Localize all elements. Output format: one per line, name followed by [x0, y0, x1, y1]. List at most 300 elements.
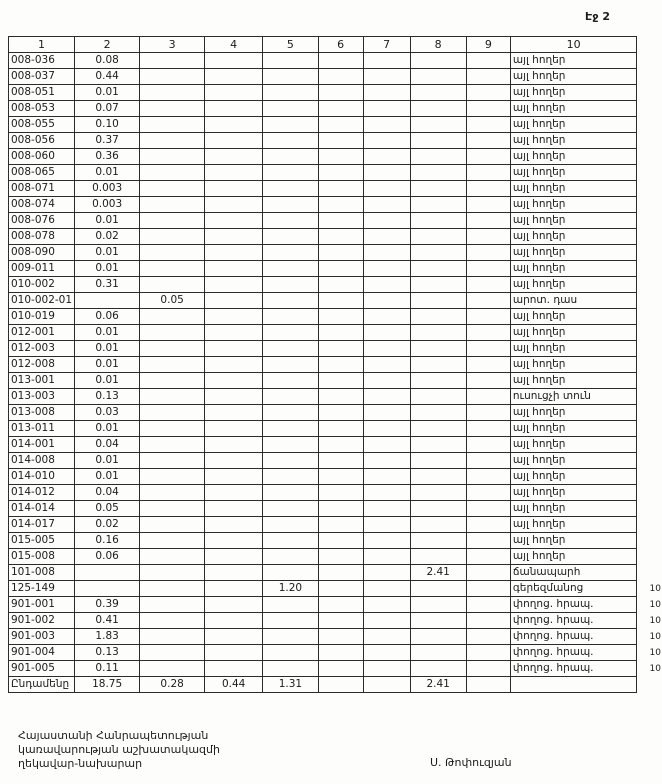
margin-note	[637, 309, 662, 325]
margin-note	[637, 405, 662, 421]
table-cell	[205, 309, 263, 325]
table-cell	[263, 597, 318, 613]
table-cell	[363, 613, 410, 629]
table-cell	[205, 293, 263, 309]
table-cell	[510, 677, 637, 693]
table-cell: փողոց. հրապ.	[510, 661, 637, 677]
table-cell	[263, 325, 318, 341]
table-cell	[466, 309, 510, 325]
table-cell	[363, 677, 410, 693]
margin-note	[637, 453, 662, 469]
table-cell	[363, 277, 410, 293]
table-cell	[466, 149, 510, 165]
margin-note	[637, 421, 662, 437]
table-cell: այլ հողեր	[510, 325, 637, 341]
table-cell	[363, 149, 410, 165]
table-cell	[263, 261, 318, 277]
table-cell	[140, 149, 205, 165]
table-cell: 0.01	[75, 245, 140, 261]
table-cell: 0.10	[75, 117, 140, 133]
table-cell	[75, 293, 140, 309]
margin-note	[637, 181, 662, 197]
table-cell	[318, 85, 363, 101]
table-cell	[263, 517, 318, 533]
table-cell	[140, 229, 205, 245]
table-cell	[363, 645, 410, 661]
table-cell	[466, 165, 510, 181]
table-cell	[263, 421, 318, 437]
table-cell: 18.75	[75, 677, 140, 693]
table-row	[9, 133, 662, 149]
table-cell	[466, 677, 510, 693]
table-cell: 012-008	[9, 357, 75, 373]
table-cell	[363, 405, 410, 421]
table-cell	[363, 469, 410, 485]
margin-note	[637, 245, 662, 261]
table-cell: 008-074	[9, 197, 75, 213]
table-cell: 0.05	[140, 293, 205, 309]
table-cell	[410, 341, 466, 357]
table-cell	[363, 517, 410, 533]
table-cell	[466, 357, 510, 373]
table-cell	[140, 421, 205, 437]
table-cell: 014-014	[9, 501, 75, 517]
table-cell	[205, 581, 263, 597]
table-cell	[263, 101, 318, 117]
table-cell: 008-076	[9, 213, 75, 229]
margin-note: 10	[649, 663, 661, 674]
table-cell	[263, 341, 318, 357]
table-cell	[318, 117, 363, 133]
margin-note	[637, 117, 662, 133]
table-cell: այլ հողեր	[510, 469, 637, 485]
table-cell	[263, 165, 318, 181]
table-cell	[410, 245, 466, 261]
table-cell: 0.06	[75, 309, 140, 325]
table-cell	[140, 661, 205, 677]
table-cell: այլ հողեր	[510, 373, 637, 389]
table-cell: 008-055	[9, 117, 75, 133]
table-cell	[205, 421, 263, 437]
table-cell	[363, 629, 410, 645]
table-cell	[466, 453, 510, 469]
table-cell: 008-053	[9, 101, 75, 117]
table-cell	[410, 501, 466, 517]
table-cell: 010-002-01	[9, 293, 75, 309]
table-cell	[410, 517, 466, 533]
table-cell: այլ հողեր	[510, 485, 637, 501]
table-cell	[318, 261, 363, 277]
table-cell	[318, 661, 363, 677]
table-cell	[363, 309, 410, 325]
table-cell	[318, 421, 363, 437]
table-cell: 0.01	[75, 373, 140, 389]
table-cell	[205, 549, 263, 565]
table-cell	[263, 565, 318, 581]
margin-note	[637, 501, 662, 517]
table-cell	[466, 69, 510, 85]
table-cell: 0.37	[75, 133, 140, 149]
table-cell	[363, 341, 410, 357]
table-cell: այլ հողեր	[510, 117, 637, 133]
table-cell: 0.01	[75, 261, 140, 277]
table-cell	[263, 69, 318, 85]
table-cell	[140, 645, 205, 661]
table-cell: 013-008	[9, 405, 75, 421]
table-cell	[140, 597, 205, 613]
table-row	[9, 421, 662, 437]
table-cell	[363, 69, 410, 85]
table-cell: 0.03	[75, 405, 140, 421]
table-cell: 008-037	[9, 69, 75, 85]
table-cell	[205, 389, 263, 405]
table-cell	[318, 245, 363, 261]
table-cell	[466, 229, 510, 245]
table-cell	[318, 101, 363, 117]
table-cell: 013-003	[9, 389, 75, 405]
table-cell: 0.31	[75, 277, 140, 293]
table-cell	[263, 197, 318, 213]
table-cell	[140, 501, 205, 517]
margin-note	[637, 213, 662, 229]
table-cell	[318, 165, 363, 181]
margin-note: 10	[649, 583, 661, 594]
table-cell	[466, 277, 510, 293]
table-cell	[410, 165, 466, 181]
table-cell	[205, 277, 263, 293]
table-cell	[466, 325, 510, 341]
table-cell	[466, 181, 510, 197]
table-cell	[205, 69, 263, 85]
table-cell	[205, 213, 263, 229]
table-cell: այլ հողեր	[510, 165, 637, 181]
table-cell: 0.01	[75, 213, 140, 229]
table-row	[9, 197, 662, 213]
table-cell: այլ հողեր	[510, 549, 637, 565]
table-cell	[410, 101, 466, 117]
table-cell	[318, 213, 363, 229]
margin-note	[637, 37, 662, 53]
table-cell: 0.16	[75, 533, 140, 549]
table-cell	[140, 437, 205, 453]
table-cell: այլ հողեր	[510, 517, 637, 533]
table-cell	[410, 197, 466, 213]
table-cell: 008-056	[9, 133, 75, 149]
table-cell	[263, 309, 318, 325]
table-cell	[410, 661, 466, 677]
table-cell: 0.28	[140, 677, 205, 693]
table-cell	[263, 133, 318, 149]
table-row	[9, 549, 662, 565]
table-row	[9, 101, 662, 117]
table-cell	[205, 341, 263, 357]
table-cell: 0.07	[75, 101, 140, 117]
margin-note	[637, 549, 662, 565]
table-cell	[263, 53, 318, 69]
table-cell	[318, 69, 363, 85]
table-cell	[410, 421, 466, 437]
table-cell: այլ հողեր	[510, 437, 637, 453]
table-cell: 015-008	[9, 549, 75, 565]
total-row	[9, 677, 662, 693]
table-cell	[263, 213, 318, 229]
table-cell	[466, 373, 510, 389]
table-cell: 0.44	[75, 69, 140, 85]
margin-note	[637, 565, 662, 581]
table-row	[9, 117, 662, 133]
table-cell	[263, 277, 318, 293]
table-cell: 008-036	[9, 53, 75, 69]
table-cell	[263, 645, 318, 661]
table-cell	[263, 117, 318, 133]
table-row	[9, 533, 662, 549]
table-row	[9, 341, 662, 357]
table-cell: 008-065	[9, 165, 75, 181]
table-cell: 1.31	[263, 677, 318, 693]
table-cell: 008-090	[9, 245, 75, 261]
table-cell	[466, 661, 510, 677]
table-cell	[318, 645, 363, 661]
table-cell	[318, 181, 363, 197]
footer-line: կառավարության աշխատակազմի	[18, 743, 220, 756]
table-row	[9, 53, 662, 69]
margin-note	[637, 389, 662, 405]
table-cell	[205, 629, 263, 645]
table-row	[9, 213, 662, 229]
table-cell	[205, 245, 263, 261]
table-cell	[140, 85, 205, 101]
table-row	[9, 245, 662, 261]
table-cell	[205, 117, 263, 133]
column-header: 4	[205, 37, 263, 53]
table-cell	[363, 245, 410, 261]
table-row	[9, 581, 662, 597]
table-cell	[318, 389, 363, 405]
table-cell	[263, 293, 318, 309]
table-cell: 0.01	[75, 453, 140, 469]
table-row	[9, 277, 662, 293]
table-cell	[140, 69, 205, 85]
table-cell: այլ հողեր	[510, 405, 637, 421]
table-cell	[263, 501, 318, 517]
table-cell: 0.01	[75, 325, 140, 341]
column-header: 1	[9, 37, 75, 53]
table-cell	[263, 245, 318, 261]
table-cell: 1.83	[75, 629, 140, 645]
table-cell	[318, 565, 363, 581]
table-cell	[363, 229, 410, 245]
table-cell: 0.01	[75, 165, 140, 181]
table-cell	[363, 181, 410, 197]
table-row	[9, 469, 662, 485]
margin-note	[637, 357, 662, 373]
table-cell	[205, 597, 263, 613]
table-cell: փողոց. հրապ.	[510, 645, 637, 661]
table-cell	[466, 341, 510, 357]
table-cell: 0.44	[205, 677, 263, 693]
table-cell	[410, 133, 466, 149]
table-cell	[205, 469, 263, 485]
table-cell	[140, 133, 205, 149]
table-cell	[263, 437, 318, 453]
table-cell	[410, 373, 466, 389]
table-cell	[363, 101, 410, 117]
table-cell	[363, 373, 410, 389]
table-cell	[205, 181, 263, 197]
table-row	[9, 485, 662, 501]
table-cell	[410, 581, 466, 597]
table-cell	[466, 389, 510, 405]
table-cell	[410, 229, 466, 245]
table-cell: այլ հողեր	[510, 213, 637, 229]
table-cell	[318, 405, 363, 421]
margin-note	[637, 101, 662, 117]
table-cell: 0.003	[75, 181, 140, 197]
margin-note	[637, 533, 662, 549]
table-cell	[318, 677, 363, 693]
table-cell	[410, 469, 466, 485]
table-cell	[140, 357, 205, 373]
table-row	[9, 565, 662, 581]
table-cell	[263, 181, 318, 197]
table-cell	[318, 373, 363, 389]
table-cell	[75, 581, 140, 597]
column-header: 2	[75, 37, 140, 53]
table-cell	[263, 469, 318, 485]
table-cell: 0.04	[75, 485, 140, 501]
table-row	[9, 437, 662, 453]
table-cell: 101-008	[9, 565, 75, 581]
table-header-row	[9, 37, 662, 53]
margin-note	[637, 437, 662, 453]
table-cell	[466, 85, 510, 101]
table-cell	[466, 117, 510, 133]
table-cell	[205, 165, 263, 181]
table-cell	[410, 533, 466, 549]
table-row	[9, 645, 662, 661]
table-cell	[363, 565, 410, 581]
margin-note: 10	[649, 615, 661, 626]
table-cell	[263, 389, 318, 405]
table-cell	[263, 357, 318, 373]
table-cell: 0.02	[75, 517, 140, 533]
table-cell: 0.02	[75, 229, 140, 245]
table-cell	[140, 309, 205, 325]
table-cell	[318, 453, 363, 469]
table-cell	[318, 53, 363, 69]
table-cell	[466, 597, 510, 613]
table-cell	[318, 581, 363, 597]
table-cell	[466, 405, 510, 421]
table-cell	[363, 501, 410, 517]
table-cell	[410, 645, 466, 661]
table-cell	[466, 533, 510, 549]
table-cell: 013-011	[9, 421, 75, 437]
table-cell: այլ հողեր	[510, 69, 637, 85]
table-cell: 901-001	[9, 597, 75, 613]
table-cell	[410, 181, 466, 197]
table-cell: այլ հողեր	[510, 309, 637, 325]
margin-note	[637, 293, 662, 309]
table-cell	[205, 405, 263, 421]
table-cell	[466, 469, 510, 485]
table-cell	[466, 245, 510, 261]
table-cell	[263, 485, 318, 501]
margin-note	[637, 165, 662, 181]
column-header: 5	[263, 37, 318, 53]
table-cell: 014-017	[9, 517, 75, 533]
table-cell	[318, 629, 363, 645]
margin-note	[637, 341, 662, 357]
table-cell	[466, 421, 510, 437]
table-cell	[410, 405, 466, 421]
margin-note	[637, 277, 662, 293]
table-cell	[466, 437, 510, 453]
table-cell	[410, 149, 466, 165]
table-cell	[363, 453, 410, 469]
table-cell	[363, 53, 410, 69]
table-cell	[466, 645, 510, 661]
table-cell	[466, 629, 510, 645]
table-cell	[263, 85, 318, 101]
table-cell	[205, 517, 263, 533]
margin-note	[637, 469, 662, 485]
table-cell	[363, 485, 410, 501]
table-cell: 008-051	[9, 85, 75, 101]
table-cell: 010-002	[9, 277, 75, 293]
table-cell: այլ հողեր	[510, 421, 637, 437]
table-cell	[205, 613, 263, 629]
column-header: 6	[318, 37, 363, 53]
table-cell	[205, 373, 263, 389]
table-cell	[140, 117, 205, 133]
table-row	[9, 149, 662, 165]
page-number: Էջ 2	[585, 10, 610, 23]
table-cell: այլ հողեր	[510, 277, 637, 293]
margin-note	[637, 261, 662, 277]
margin-note: 10	[649, 599, 661, 610]
table-cell	[263, 453, 318, 469]
table-cell	[363, 357, 410, 373]
table-cell	[205, 437, 263, 453]
table-cell	[263, 373, 318, 389]
table-cell: այլ հողեր	[510, 197, 637, 213]
table-cell	[410, 69, 466, 85]
signature-block	[18, 729, 220, 771]
table-cell	[318, 597, 363, 613]
table-cell	[263, 229, 318, 245]
table-cell	[466, 213, 510, 229]
table-cell	[205, 133, 263, 149]
table-cell: փողոց. հրապ.	[510, 613, 637, 629]
table-row	[9, 629, 662, 645]
table-cell: ուսուցչի տուն	[510, 389, 637, 405]
table-cell	[410, 85, 466, 101]
table-header	[9, 37, 662, 53]
table-cell: 010-019	[9, 309, 75, 325]
table-cell	[318, 533, 363, 549]
table-cell	[318, 501, 363, 517]
table-cell	[140, 389, 205, 405]
table-cell: 014-001	[9, 437, 75, 453]
table-cell	[140, 613, 205, 629]
table-cell	[318, 197, 363, 213]
table-cell	[410, 261, 466, 277]
table-cell: 0.08	[75, 53, 140, 69]
table-cell: այլ հողեր	[510, 245, 637, 261]
table-cell: արոտ. դաս	[510, 293, 637, 309]
margin-note	[637, 53, 662, 69]
